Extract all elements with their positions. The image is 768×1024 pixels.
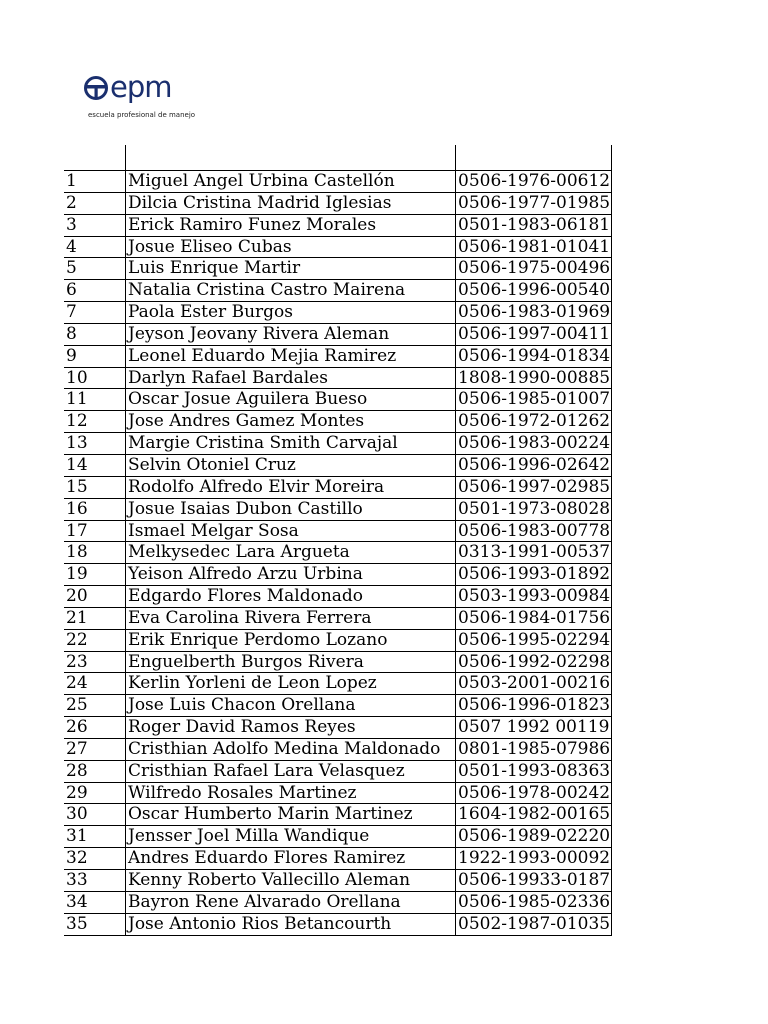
row-id: 0801-1985-07986 (455, 739, 612, 760)
row-id: 1604-1982-00165 (455, 804, 612, 825)
row-name: Rodolfo Alfredo Elvir Moreira (125, 477, 455, 498)
row-id: 0506-1983-00224 (455, 433, 612, 454)
header-name (125, 145, 455, 170)
row-number: 1 (66, 171, 77, 191)
table-row (64, 848, 612, 870)
row-number: 9 (66, 345, 77, 366)
row-id: 0506-1992-02298 (455, 652, 612, 673)
table-row (64, 324, 612, 346)
row-id: 0506-1972-01262 (455, 411, 612, 432)
row-name: Cristhian Adolfo Medina Maldonado (125, 739, 455, 760)
row-id: 0506-1996-02642 (455, 455, 612, 476)
table-row (64, 739, 612, 761)
row-name: Andres Eduardo Flores Ramirez (125, 848, 455, 869)
table-row (64, 302, 612, 324)
row-id: 0506-1996-01823 (455, 695, 612, 716)
table-row (64, 870, 612, 892)
row-number: 24 (66, 673, 88, 694)
row-id: 0506-1989-02220 (455, 826, 612, 847)
table-row (64, 193, 612, 215)
row-id: 0506-19933-0187 (455, 870, 612, 891)
row-id: 0501-1983-06181 (455, 215, 612, 236)
row-number: 7 (66, 302, 77, 323)
table-row (64, 280, 612, 302)
row-name: Kerlin Yorleni de Leon Lopez (125, 673, 455, 694)
row-name: Jensser Joel Milla Wandique (125, 826, 455, 847)
row-number: 14 (66, 454, 88, 475)
row-number: 16 (66, 498, 88, 519)
table-row (64, 586, 612, 608)
header-id (455, 145, 612, 170)
table-row (64, 346, 612, 368)
row-id: 0506-1985-01007 (455, 389, 612, 410)
row-number: 34 (66, 891, 88, 912)
row-name: Bayron Rene Alvarado Orellana (125, 892, 455, 913)
table-row (64, 826, 612, 848)
row-name: Roger David Ramos Reyes (125, 717, 455, 738)
row-number: 13 (66, 433, 88, 454)
row-name: Josue Isaias Dubon Castillo (125, 499, 455, 520)
row-id: 1922-1993-00092 (455, 848, 612, 869)
table-row (64, 542, 612, 564)
row-number: 30 (66, 804, 88, 825)
row-name: Erick Ramiro Funez Morales (125, 215, 455, 236)
table-row (64, 761, 612, 783)
table-row (64, 564, 612, 586)
table-row (64, 914, 612, 936)
row-number: 33 (66, 870, 88, 890)
row-id: 0506-1984-01756 (455, 608, 612, 629)
row-name: Melkysedec Lara Argueta (125, 542, 455, 563)
table-row (64, 215, 612, 237)
row-number: 29 (66, 782, 88, 803)
row-number: 11 (66, 389, 88, 410)
table-row (64, 673, 612, 695)
row-number: 2 (66, 192, 77, 213)
row-number: 5 (66, 258, 77, 279)
row-id: 0506-1983-01969 (455, 302, 612, 323)
row-number: 26 (66, 717, 88, 738)
row-number: 17 (66, 520, 88, 541)
row-name: Luis Enrique Martir (125, 258, 455, 279)
row-name: Dilcia Cristina Madrid Iglesias (125, 193, 455, 214)
row-number: 21 (66, 607, 88, 628)
row-name: Oscar Humberto Marin Martinez (125, 804, 455, 825)
table-row (64, 389, 612, 411)
row-number: 12 (66, 411, 88, 432)
row-id: 0506-1977-01985 (455, 193, 612, 214)
table-row (64, 499, 612, 521)
student-list-table (64, 145, 612, 936)
row-number: 22 (66, 629, 88, 650)
row-name: Cristhian Rafael Lara Velasquez (125, 761, 455, 782)
row-name: Jeyson Jeovany Rivera Aleman (125, 324, 455, 345)
row-id: 0502-1987-01035 (455, 914, 612, 935)
table-row (64, 717, 612, 739)
table-row (64, 433, 612, 455)
table-row (64, 804, 612, 826)
table-row (64, 258, 612, 280)
row-number: 18 (66, 542, 88, 563)
logo-tagline: escuela profesional de manejo (88, 111, 196, 119)
epm-logo (82, 70, 202, 124)
row-name: Miguel Angel Urbina Castellón (125, 171, 455, 192)
row-id: 0503-1993-00984 (455, 586, 612, 607)
table-row (64, 695, 612, 717)
row-id: 0506-1976-00612 (455, 171, 612, 192)
row-number: 4 (66, 236, 77, 257)
row-id: 0506-1994-01834 (455, 346, 612, 367)
row-name: Margie Cristina Smith Carvajal (125, 433, 455, 454)
row-name: Yeison Alfredo Arzu Urbina (125, 564, 455, 585)
table-row (64, 455, 612, 477)
row-number: 35 (66, 913, 88, 934)
row-name: Leonel Eduardo Mejia Ramirez (125, 346, 455, 367)
row-id: 0506-1985-02336 (455, 892, 612, 913)
row-id: 0501-1993-08363 (455, 761, 612, 782)
steering-wheel-icon (84, 76, 108, 100)
row-name: Jose Antonio Rios Betancourth (125, 914, 455, 935)
table-row (64, 892, 612, 914)
row-name: Josue Eliseo Cubas (125, 237, 455, 258)
row-name: Eva Carolina Rivera Ferrera (125, 608, 455, 629)
row-id: 0506-1997-02985 (455, 477, 612, 498)
row-id: 0506-1995-02294 (455, 630, 612, 651)
table-row (64, 368, 612, 390)
row-number: 20 (66, 586, 88, 607)
row-number: 23 (66, 651, 88, 672)
row-number: 8 (66, 323, 77, 344)
row-id: 0313-1991-00537 (455, 542, 612, 563)
table-row (64, 652, 612, 674)
row-id: 0503-2001-00216 (455, 673, 612, 694)
row-id: 0506-1978-00242 (455, 783, 612, 804)
table-row (64, 608, 612, 630)
row-name: Natalia Cristina Castro Mairena (125, 280, 455, 301)
row-name: Jose Andres Gamez Montes (125, 411, 455, 432)
table-row (64, 411, 612, 433)
row-number: 27 (66, 738, 88, 759)
row-id: 1808-1990-00885 (455, 368, 612, 389)
row-number: 32 (66, 848, 88, 869)
row-number: 15 (66, 476, 88, 497)
row-name: Edgardo Flores Maldonado (125, 586, 455, 607)
row-number: 28 (66, 760, 88, 781)
row-name: Erik Enrique Perdomo Lozano (125, 630, 455, 651)
table-row (64, 237, 612, 259)
row-name: Ismael Melgar Sosa (125, 521, 455, 542)
row-number: 6 (66, 280, 77, 301)
row-id: 0506-1996-00540 (455, 280, 612, 301)
row-id: 0506-1983-00778 (455, 521, 612, 542)
table-header-row (64, 145, 612, 171)
row-id: 0506-1993-01892 (455, 564, 612, 585)
row-number: 19 (66, 564, 88, 585)
table-row (64, 630, 612, 652)
row-number: 25 (66, 695, 88, 716)
row-number: 3 (66, 214, 77, 235)
table-row (64, 783, 612, 805)
header-number (64, 145, 125, 170)
row-name: Enguelberth Burgos Rivera (125, 652, 455, 673)
row-id: 0506-1997-00411 (455, 324, 612, 345)
row-name: Oscar Josue Aguilera Bueso (125, 389, 455, 410)
row-name: Selvin Otoniel Cruz (125, 455, 455, 476)
row-number: 10 (66, 367, 88, 388)
row-id: 0507 1992 00119 (455, 717, 612, 738)
row-id: 0506-1975-00496 (455, 258, 612, 279)
table-row (64, 521, 612, 543)
row-id: 0506-1981-01041 (455, 237, 612, 258)
table-row (64, 171, 612, 193)
table-row (64, 477, 612, 499)
row-name: Kenny Roberto Vallecillo Aleman (125, 870, 455, 891)
row-number: 31 (66, 826, 88, 847)
row-name: Darlyn Rafael Bardales (125, 368, 455, 389)
row-id: 0501-1973-08028 (455, 499, 612, 520)
row-name: Jose Luis Chacon Orellana (125, 695, 455, 716)
row-name: Wilfredo Rosales Martinez (125, 783, 455, 804)
logo-wordmark: epm (110, 70, 172, 104)
row-name: Paola Ester Burgos (125, 302, 455, 323)
